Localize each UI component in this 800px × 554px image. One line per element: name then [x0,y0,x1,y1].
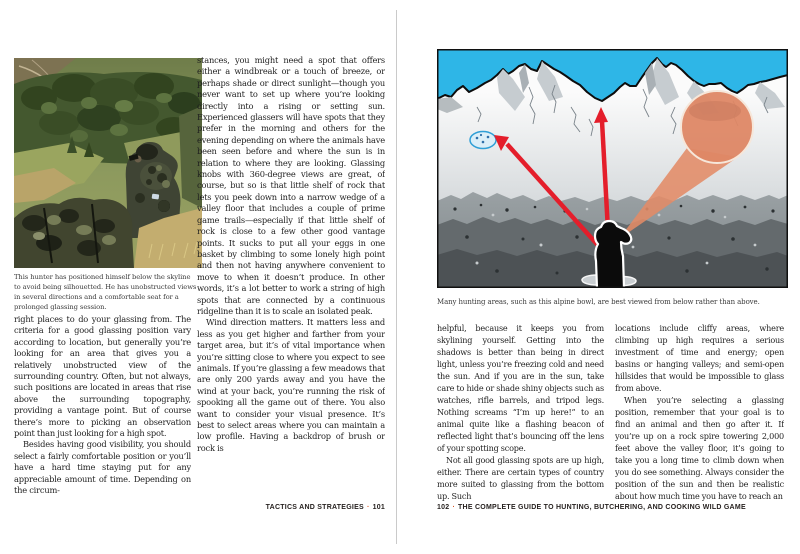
running-head: THE COMPLETE GUIDE TO HUNTING, BUTCHERING, AND COOKING WILD GAME [458,504,746,511]
page-number: 102 [437,504,450,511]
body-paragraph: Not all good glassing spots are up high, either. There are certain types of country more suited to glassing from the bottom up. Such [437,455,604,501]
page-gutter-divider [396,10,397,544]
left-page-column-2 [197,55,385,512]
body-paragraph: right places to do your glassing from. The criteria for a good glassing position vary according to location, but generally you’re looking for an area that gives you a relatively unobstructed view of the surrounding country. Often, but not always, such positions are located in areas that rise above the surrounding topography, providing a vantage point. But of course there’s more to picking an observation point than just looking for a high spot. [14,314,191,439]
animal-group-circle [470,132,496,149]
body-paragraph: stances, you might need a spot that offers either a windbreak or a touch of breeze, or perhaps shade or direct sunlight—though you never want to set up where you’re looking directly into a rising or setting sun. Experienced glassers will have spots that they prefer in the morning and others for the evening depending on where the animals have been seen before and where the sun is in relation to where they are looking. Glassing knobs with 360-degree views are great, of course, but so is that little shelf of rock that lets you peek down into a narrow wedge of a valley floor that includes a couple of prime game trails—especially if that little shelf of rock is close to a few other good vantage points. It sucks to put all your eggs in one basket by climbing to some lonely high point and then not having anywhere convenient to move to when it doesn’t produce. In other words, it’s a lot better to work a string of high spots that are connected by a continuous ridgeline than it is to scale an isolated peak. [197,55,385,316]
body-paragraph: locations include cliffy areas, where climbing up high requires a serious investment of time and energy; open basins or hanging valleys; and semi-open hillsides that would be impossible to glass from above. [615,323,784,393]
body-paragraph: helpful, because it keeps you from skylining yourself. Getting into the shadows is better than being in direct light, unless you’re freezing cold and need the sun. And if you are in the sun, take care to hide or shade shiny objects such as watches, rifle barrels, and tripod legs. Nothing screams “I’m up here!” to an animal quite like a flashing beacon of reflected light that’s bouncing off the lens of your spotting scope. [437,323,604,453]
left-page-footer [197,504,385,511]
page-number: 101 [372,504,385,511]
illustration-caption: Many hunting areas, such as this alpine bowl, are best viewed from below rather than above. [437,298,760,306]
footer-separator: · [452,504,456,511]
alpine-bowl-illustration [437,49,788,288]
body-paragraph: When you’re selecting a glassing position, remember that your goal is to find an animal and then go after it. If you’re up on a rock spire towering 2,000 feet above the valley floor, it’s going to take you a long time to climb down when you do see something. Always consider the position of the sun and then be realistic about how much time you have to reach an [615,395,784,501]
right-page-column-1 [437,322,604,504]
right-page-footer [437,504,788,511]
body-paragraph: Wind direction matters. It matters less and less as you get higher and farther from your target area, but it’s of vital importance when you’re sitting close to where you expect to see animals. If you’re glassing a few meadows that are only 200 yards away and you have the wind at your back, you’re running the risk of spooking all the game out of there. You also want to consider your visual presence. It’s best to select areas where you can maintain a low profile. Having a backdrop of brush or rock is [197,317,385,453]
alpine-bowl-graphic [437,49,788,288]
left-page-column-1 [14,314,191,512]
hunter-photo [14,58,202,268]
running-head: TACTICS AND STRATEGIES [265,504,364,511]
photo-caption: This hunter has positioned himself below the skyline to avoid being silhouetted. He has unobstructed views in several directions and a comfortable seat for a prolonged glassing session. [14,273,197,311]
body-paragraph: Besides having good visibility, you should select a fairly comfortable position or you’ll have a hard time staying put for any appreciable amount of time. Depending on the circum- [14,439,191,496]
footer-separator: · [366,504,370,511]
camo-backpack [14,198,134,268]
right-page-column-2 [615,322,784,504]
hunter-photo-graphic [14,58,202,268]
jacket-patch [152,194,160,200]
